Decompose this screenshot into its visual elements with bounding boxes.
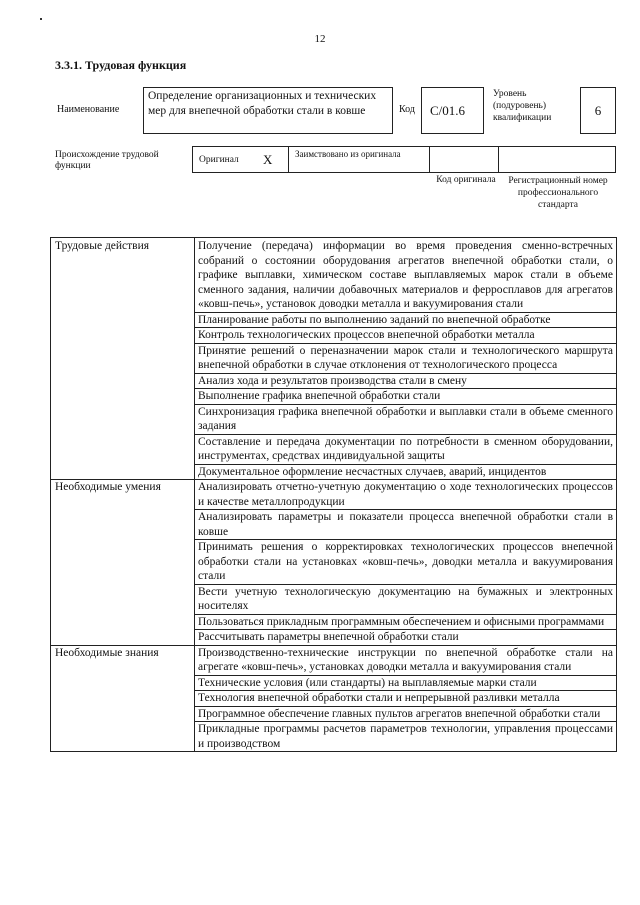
- table-cell: Программное обеспечение главных пультов агрегатов внепечной обработки стали: [195, 706, 617, 722]
- registration-number-cell: [498, 146, 616, 173]
- original-code-caption: Код оригинала: [436, 175, 496, 185]
- table-cell: Документальное оформление несчастных случаев, аварий, инцидентов: [195, 464, 617, 480]
- borrowed-cell: [288, 146, 430, 173]
- table-cell: Анализировать параметры и показатели процесса внепечной обработки стали в ковше: [195, 510, 617, 540]
- labor-function-table: [50, 237, 617, 752]
- table-cell: Производственно-технические инструкции по внепечной обработке стали на агрегате «ковш-печь», установках доводки металла и вакуумирования стали: [195, 645, 617, 675]
- table-cell: Выполнение графика внепечной обработки стали: [195, 389, 617, 405]
- scan-speck: [40, 18, 42, 20]
- code-value: С/01.6: [430, 103, 466, 118]
- level-label: Уровень (подуровень) квалификации: [493, 89, 552, 123]
- name-value-box: [143, 87, 393, 134]
- section-title: 3.3.1. Трудовая функция: [55, 58, 187, 72]
- table-row: [51, 238, 617, 313]
- table-cell: Принятие решений о переназначении марок стали и технологического маршрута внепечной обработки в случае отклонения от технологического процесса: [195, 343, 617, 373]
- code-label: Код: [399, 104, 415, 115]
- table-cell: Составление и передача документации по потребности в сменном оборудовании, инструментах, средствах индивидуальной защиты: [195, 434, 617, 464]
- registration-number-caption: Регистрационный номер профессионального стандарта: [508, 176, 608, 210]
- category-required-skills: Необходимые умения: [51, 480, 195, 646]
- table-row: [51, 645, 617, 675]
- table-cell: Синхронизация графика внепечной обработки и выплавки стали в объеме сменного задания: [195, 404, 617, 434]
- table-cell: Вести учетную технологическую документацию на бумажных и электронных носителях: [195, 584, 617, 614]
- original-label: Оригинал: [199, 155, 239, 165]
- borrowed-label: Заимствовано из оригинала: [295, 149, 401, 159]
- level-value-box: [580, 87, 616, 134]
- name-label: Наименование: [57, 104, 120, 115]
- name-value: Определение организационных и технических мер для внепечной обработки стали в ковше: [148, 90, 377, 117]
- table-cell: Технические условия (или стандарты) на выплавляемые марки стали: [195, 675, 617, 691]
- table-cell: Пользоваться прикладным программным обеспечением и офисными программами: [195, 614, 617, 630]
- table-cell: Рассчитывать параметры внепечной обработки стали: [195, 630, 617, 646]
- code-value-box: [421, 87, 484, 134]
- table-cell: Получение (передача) информации во время проведения сменно-встречных собраний о состоянии оборудования агрегатов внепечной обработки стали, о графике выплавки, химическом составе выплавляемых марок стали в объеме сменного задания, наличии добавочных материалов и ферросплавов для агрегатов «ковш-печь», установок доводки металла и вакуумирования стали: [195, 238, 617, 313]
- original-mark: X: [263, 152, 273, 167]
- table-cell: Анализировать отчетно-учетную документацию о ходе технологических процессов и качестве металлопродукции: [195, 480, 617, 510]
- origin-label: Происхождение трудовой функции: [55, 150, 159, 171]
- table-cell: Технология внепечной обработки стали и непрерывной разливки металла: [195, 691, 617, 707]
- original-code-cell: [429, 146, 499, 173]
- table-cell: Контроль технологических процессов внепечной обработки металла: [195, 328, 617, 344]
- level-value: 6: [594, 103, 602, 118]
- original-cell: [192, 146, 289, 173]
- table-row: [51, 480, 617, 510]
- table-cell: Прикладные программы расчетов параметров технологии, управления процессами и производством: [195, 722, 617, 752]
- page-number: 12: [314, 33, 326, 45]
- table-cell: Планирование работы по выполнению заданий по внепечной обработке: [195, 312, 617, 328]
- table-cell: Принимать решения о корректировках технологических процессов внепечной обработки стали на установках «ковш-печь», доводки металла и вакуумирования стали: [195, 540, 617, 585]
- table-cell: Анализ хода и результатов производства стали в смену: [195, 373, 617, 389]
- category-labor-actions: Трудовые действия: [51, 238, 195, 480]
- category-required-knowledge: Необходимые знания: [51, 645, 195, 752]
